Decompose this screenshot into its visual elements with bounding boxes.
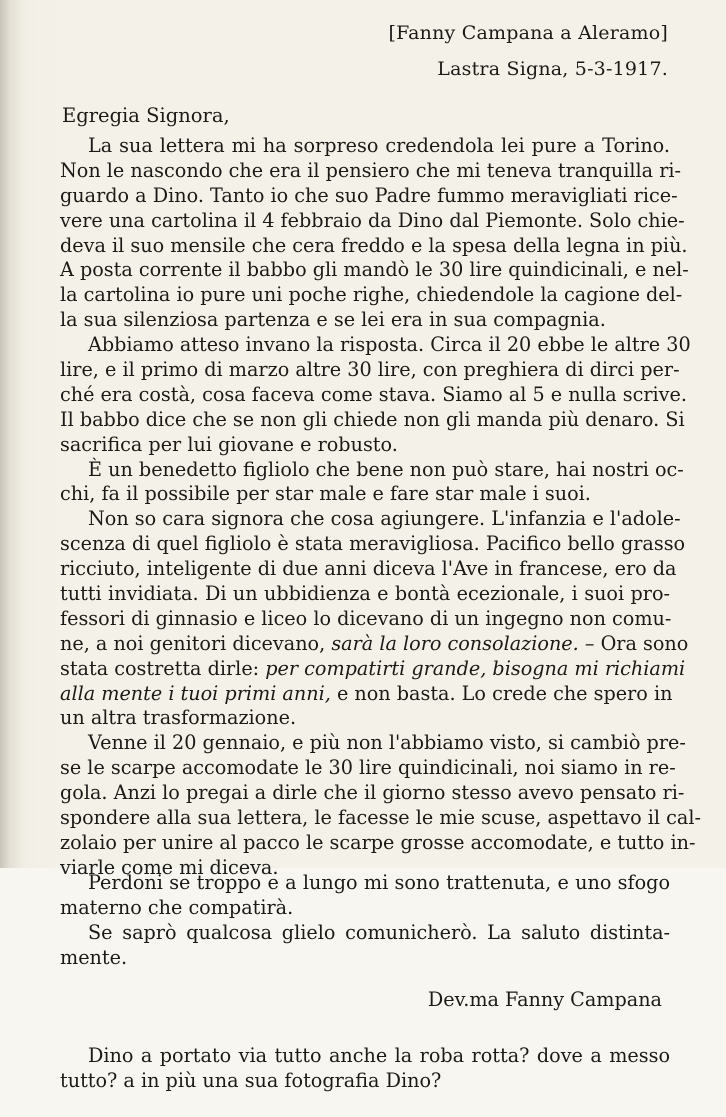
body-line: vere una cartolina il 4 febbraio da Dino dal Piemonte. Solo chie- xyxy=(60,208,685,232)
letter-body xyxy=(60,134,701,881)
body-line: scenza di quel figliolo è stata meravigliosa. Pacifico bello grasso xyxy=(60,532,686,556)
body-line: È un benedetto figliolo che bene non può stare, hai nostri oc- xyxy=(88,457,684,481)
closing-line: Se saprò qualcosa glielo comunicherò. La saluto distinta- xyxy=(88,920,670,944)
closing-line: materno che compatirà. xyxy=(60,895,294,919)
signature: Dev.ma Fanny Campana xyxy=(427,988,662,1011)
body-line-mixed xyxy=(60,656,686,682)
postscript-line: tutto? a in più una sua fotografia Dino? xyxy=(60,1068,442,1092)
body-line: ché era costà, cosa faceva come stava. Siamo al 5 e nulla scrive. xyxy=(60,382,687,406)
body-line: chi, fa il possibile per star male e fare star male i suoi. xyxy=(60,482,591,506)
body-line-mixed xyxy=(60,631,689,657)
body-line: Abbiamo atteso invano la risposta. Circa il 20 ebbe le altre 30 xyxy=(88,333,691,357)
salutation: Egregia Signora, xyxy=(62,104,230,127)
body-line: gola. Anzi lo pregai a dirle che il giorno stesso avevo pensato ri- xyxy=(60,781,685,805)
body-line: fessori di ginnasio e liceo lo dicevano di un ingegno non comu- xyxy=(60,606,672,630)
body-line: deva il suo mensile che cera freddo e la spesa della legna in più. xyxy=(60,233,688,257)
body-line: viarle come mi diceva. xyxy=(60,855,279,879)
letter-closing xyxy=(60,870,670,970)
body-line: zolaio per unire al pacco le scarpe grosse accomodate, e tutto in- xyxy=(60,830,696,854)
postscript xyxy=(60,1043,670,1093)
body-line: Non le nascondo che era il pensiero che mi teneva tranquilla ri- xyxy=(60,158,681,182)
body-line: guardo a Dino. Tanto io che suo Padre fummo meravigliati rice- xyxy=(60,183,678,207)
body-line: sacrifica per lui giovane e robusto. xyxy=(60,432,398,456)
body-text: e non basta. Lo crede che spero in xyxy=(336,681,673,705)
body-line: se le scarpe accomodate le 30 lire quindicinali, noi siamo in re- xyxy=(60,756,676,780)
closing-line: mente. xyxy=(60,945,128,969)
body-text-italic: per compatirti grande, bisogna mi richiami xyxy=(265,656,686,680)
body-text: – Ora sono xyxy=(584,631,689,655)
postscript-line: Dino a portato via tutto anche la roba rotta? dove a messo xyxy=(88,1044,670,1067)
body-line: Non so cara signora che cosa agiungere. L'infanzia e l'adole- xyxy=(88,507,681,531)
body-line: ricciuto, inteligente di due anni diceva l'Ave in francese, ero da xyxy=(60,557,677,581)
body-line: Il babbo dice che se non gli chiede non gli manda più denaro. Si xyxy=(60,407,685,431)
body-text-italic: alla mente i tuoi primi anni, xyxy=(60,681,331,705)
body-text-italic: sarà la loro consolazione. xyxy=(331,631,579,655)
body-line: la sua silenziosa partenza e se lei era in sua compagnia. xyxy=(60,308,606,332)
body-line: tutti invidiata. Di un ubbidienza e bontà ecezionale, i suoi pro- xyxy=(60,582,670,606)
closing-line: Perdoni se troppo e a lungo mi sono trattenuta, e uno sfogo xyxy=(88,871,670,894)
body-line: lire, e il primo di marzo altre 30 lire, con preghiera di dirci per- xyxy=(60,358,680,382)
body-line: La sua lettera mi ha sorpreso credendola lei pure a Torino. xyxy=(88,134,670,157)
body-text: ne, a noi genitori dicevano, xyxy=(60,631,326,655)
body-line: A posta corrente il babbo gli mandò le 30 lire quindicinali, e nel- xyxy=(60,258,689,282)
body-line: la cartolina io pure uni poche righe, chiedendole la cagione del- xyxy=(60,283,683,307)
letter-attribution: [Fanny Campana a Aleramo] xyxy=(388,22,668,44)
body-line-mixed xyxy=(60,681,673,707)
body-text: stata costretta dirle: xyxy=(60,656,260,680)
body-line: spondere alla sua lettera, le facesse le mie scuse, aspettavo il cal- xyxy=(60,806,701,830)
body-line: un altra trasformazione. xyxy=(60,706,297,730)
letter-place-date: Lastra Signa, 5-3-1917. xyxy=(437,58,668,80)
body-line: Venne il 20 gennaio, e più non l'abbiamo visto, si cambiò pre- xyxy=(88,731,686,755)
